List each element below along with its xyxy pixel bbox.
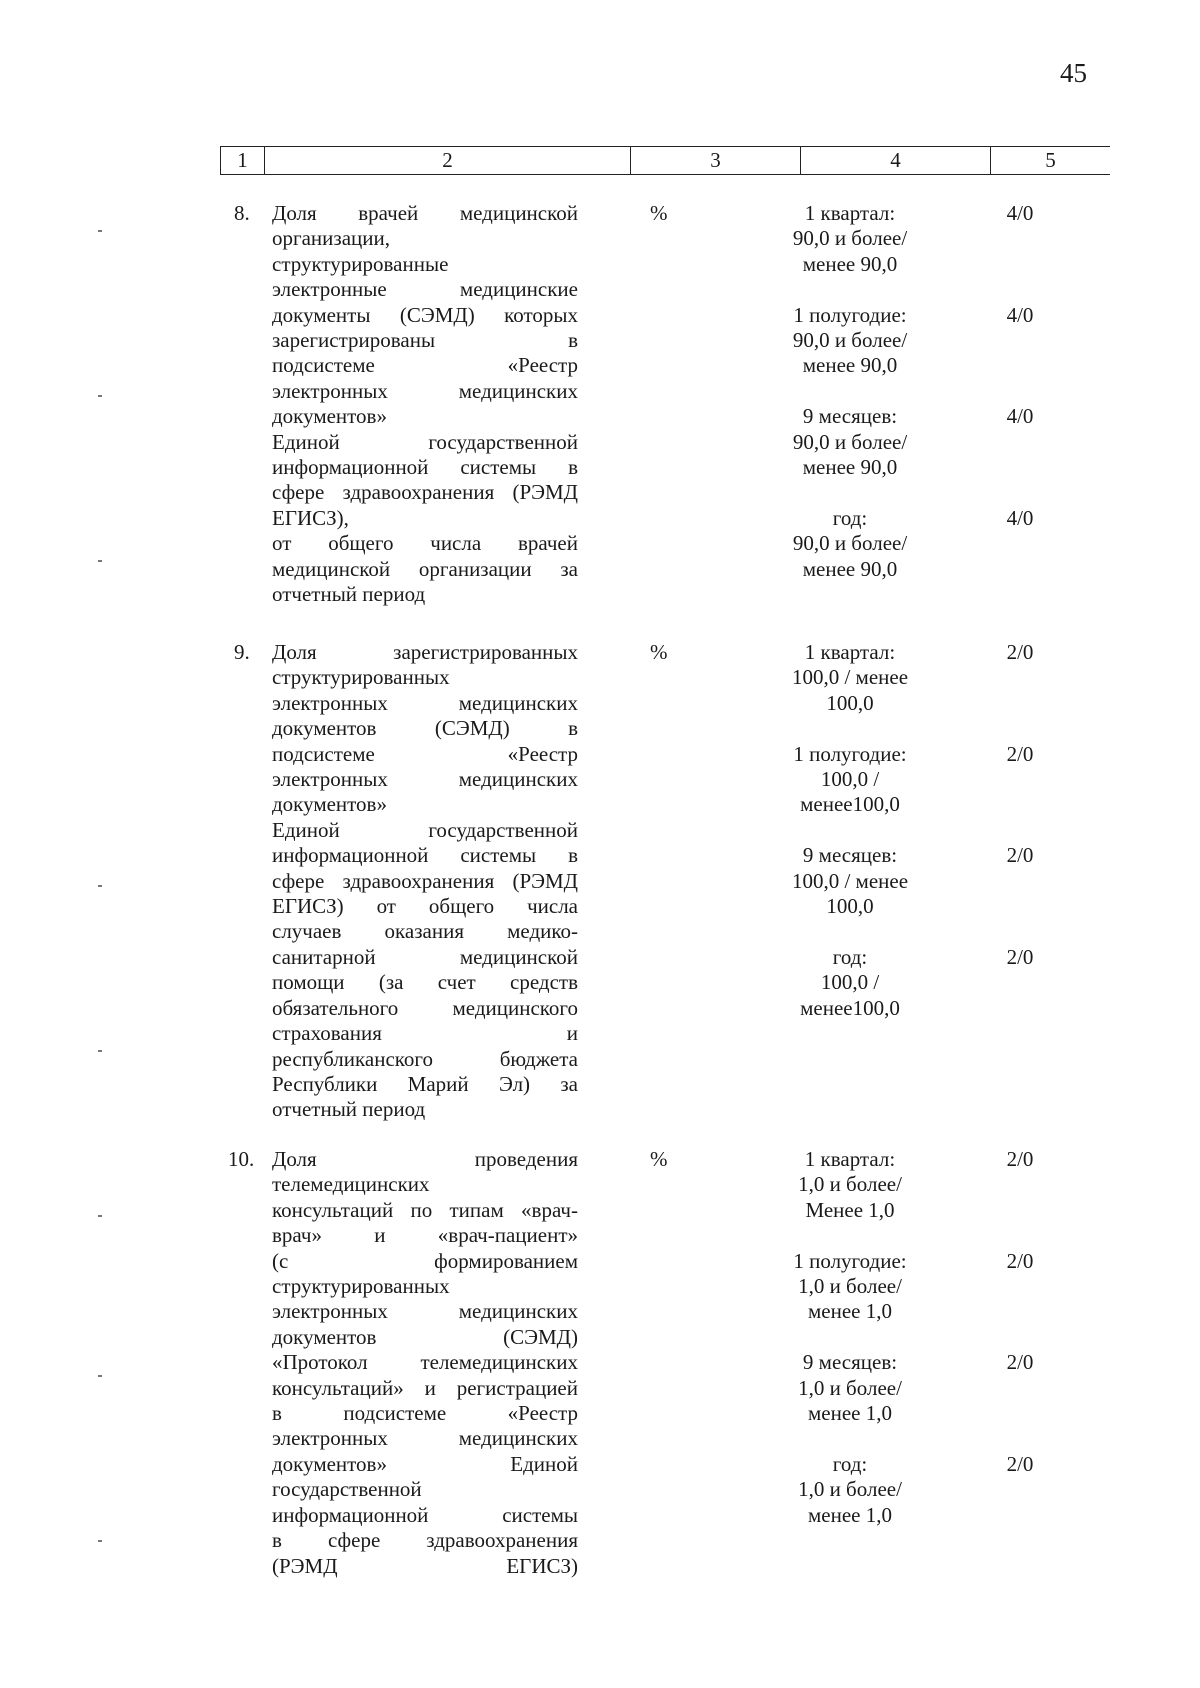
period-target-line: 1 полугодие: — [793, 1248, 907, 1273]
description-line: страхования и — [272, 1021, 578, 1046]
period-target-line: менее100,0 — [800, 792, 900, 817]
indicator-description — [272, 201, 578, 608]
description-line: Доля зарегистрированных — [272, 640, 578, 664]
description-line: электронные медицинские — [272, 277, 578, 302]
period-target — [760, 742, 940, 818]
column-header-4: 4 — [800, 147, 990, 174]
period-target — [760, 1147, 940, 1223]
period-target — [760, 303, 940, 379]
description-line: документов» — [272, 792, 387, 817]
description-line: подсистеме «Реестр — [272, 741, 578, 766]
period-target — [760, 640, 940, 716]
period-target-line: 1,0 и более/ — [798, 1172, 902, 1197]
row-number: 8. — [234, 201, 250, 225]
unit-of-measure: % — [650, 201, 668, 225]
period-target-line: менее 1,0 — [808, 1401, 892, 1425]
period-target-line: 100,0 — [826, 690, 874, 715]
period-target-line: менее 90,0 — [802, 353, 898, 378]
description-line: документы (СЭМД) которых — [272, 302, 578, 327]
period-target — [760, 201, 940, 277]
row-number: 10. — [228, 1147, 255, 1171]
description-line: Единой государственной — [272, 429, 578, 454]
description-line: электронных медицинских — [272, 690, 578, 715]
period-target-line: 1,0 и более/ — [798, 1274, 902, 1298]
period-target-line: год: — [832, 1451, 868, 1476]
row-number: 9. — [234, 640, 250, 664]
description-line: подсистеме «Реестр — [272, 353, 578, 378]
description-line: обязательного медицинского — [272, 995, 578, 1020]
description-line: телемедицинских — [272, 1172, 430, 1197]
period-target-line: 9 месяцев: — [802, 404, 898, 429]
period-target-line: 1 квартал: — [804, 640, 896, 664]
description-line: документов» Единой — [272, 1451, 578, 1476]
description-line: информационной системы — [272, 1502, 578, 1527]
description-line: сфере здравоохранения (РЭМД — [272, 480, 578, 505]
scan-mark — [98, 1375, 102, 1377]
score: 4/0 — [1006, 404, 1034, 429]
period-target-line: менее 90,0 — [802, 251, 898, 276]
period-target — [760, 1452, 940, 1528]
description-line: электронных медицинских — [272, 1299, 578, 1324]
score: 2/0 — [1006, 1350, 1034, 1375]
period-target-line: 90,0 и более/ — [792, 226, 908, 251]
scan-mark — [98, 1540, 102, 1542]
period-target-line: 90,0 и более/ — [792, 429, 908, 454]
period-target-line: год: — [832, 944, 868, 969]
description-line: от общего числа врачей — [272, 531, 578, 556]
unit-of-measure: % — [650, 1147, 668, 1171]
description-line: случаев оказания медико- — [272, 919, 578, 944]
scan-mark — [98, 1050, 102, 1052]
description-line: в сфере здравоохранения — [272, 1528, 578, 1553]
period-target-line: 100,0 — [826, 894, 874, 918]
score: 4/0 — [1006, 302, 1034, 327]
description-line: «Протокол телемедицинских — [272, 1350, 578, 1375]
description-line: электронных медицинских — [272, 767, 578, 792]
scan-mark — [98, 230, 102, 232]
description-line: врач» и «врач-пациент» — [272, 1223, 578, 1248]
score: 4/0 — [1006, 505, 1034, 530]
period-target — [760, 404, 940, 480]
unit-of-measure: % — [650, 640, 668, 664]
description-line: документов» — [272, 404, 387, 429]
period-target-line: 100,0 / — [820, 767, 880, 791]
period-target-line: 100,0 / менее — [791, 665, 909, 690]
indicator-description — [272, 1147, 578, 1579]
description-line: консультаций» и регистрацией — [272, 1375, 578, 1400]
period-target — [760, 945, 940, 1021]
period-target — [760, 843, 940, 919]
period-target-line: 1 квартал: — [804, 201, 896, 225]
page-number: 45 — [1060, 58, 1087, 88]
period-target-line: менее 1,0 — [808, 1299, 892, 1324]
score: 2/0 — [1006, 1147, 1034, 1171]
period-target-line: Менее 1,0 — [805, 1197, 895, 1222]
description-line: зарегистрированы в — [272, 328, 578, 353]
column-header-5: 5 — [990, 147, 1110, 174]
scan-mark — [98, 1215, 102, 1217]
period-target — [760, 1350, 940, 1426]
description-line: помощи (за счет средств — [272, 970, 578, 995]
description-line: ЕГИСЗ) от общего числа — [272, 894, 578, 919]
description-line: (РЭМД ЕГИСЗ) — [272, 1553, 578, 1578]
description-line: информационной системы в — [272, 843, 578, 868]
score: 2/0 — [1006, 640, 1034, 664]
table-column-header — [220, 146, 1110, 175]
description-line: документов (СЭМД) в — [272, 716, 578, 741]
column-header-2: 2 — [264, 147, 630, 174]
description-line: сфере здравоохранения (РЭМД — [272, 868, 578, 893]
description-line: санитарной медицинской — [272, 944, 578, 969]
description-line: республиканского бюджета — [272, 1046, 578, 1071]
description-line: ЕГИСЗ), — [272, 505, 349, 530]
description-line: структурированные — [272, 251, 449, 276]
description-line: отчетный период — [272, 1097, 426, 1122]
period-target-line: менее 1,0 — [808, 1502, 892, 1527]
score: 2/0 — [1006, 741, 1034, 766]
description-line: в подсистеме «Реестр — [272, 1401, 578, 1426]
description-line: информационной системы в — [272, 455, 578, 480]
score: 2/0 — [1006, 843, 1034, 868]
score: 2/0 — [1006, 1451, 1034, 1476]
period-target-line: 90,0 и более/ — [792, 531, 908, 556]
description-line: Единой государственной — [272, 817, 578, 842]
period-target-line: менее100,0 — [800, 995, 900, 1020]
score: 2/0 — [1006, 1248, 1034, 1273]
period-target — [760, 506, 940, 582]
period-target-line: 100,0 / менее — [791, 868, 909, 893]
description-line: электронных медицинских — [272, 378, 578, 403]
column-header-1: 1 — [220, 147, 264, 174]
period-target-line: 1 квартал: — [804, 1147, 896, 1171]
description-line: Доля врачей медицинской — [272, 201, 578, 225]
description-line: Доля проведения — [272, 1147, 578, 1171]
description-line: отчетный период — [272, 582, 426, 607]
column-header-3: 3 — [630, 147, 800, 174]
description-line: структурированных — [272, 665, 450, 690]
description-line: государственной — [272, 1477, 422, 1502]
period-target-line: 9 месяцев: — [802, 1350, 898, 1375]
description-line: (с формированием — [272, 1248, 578, 1273]
description-line: документов (СЭМД) — [272, 1324, 578, 1349]
description-line: организации, — [272, 226, 390, 251]
period-target-line: менее 90,0 — [802, 556, 898, 581]
score: 2/0 — [1006, 944, 1034, 969]
period-target-line: менее 90,0 — [802, 455, 898, 479]
period-target-line: 1 полугодие: — [793, 302, 907, 327]
score: 4/0 — [1006, 201, 1034, 225]
description-line: Республики Марий Эл) за — [272, 1071, 578, 1096]
indicator-description — [272, 640, 578, 1123]
description-line: структурированных — [272, 1274, 450, 1299]
scan-mark — [98, 560, 102, 562]
period-target-line: 1 полугодие: — [793, 741, 907, 766]
scan-mark — [98, 885, 102, 887]
period-target-line: 1,0 и более/ — [798, 1477, 902, 1502]
period-target-line: 9 месяцев: — [802, 843, 898, 868]
period-target-line: год: — [832, 505, 868, 530]
period-target — [760, 1249, 940, 1325]
description-line: медицинской организации за — [272, 556, 578, 581]
period-target-line: 100,0 / — [820, 970, 880, 995]
scan-mark — [98, 395, 102, 397]
description-line: электронных медицинских — [272, 1426, 578, 1451]
period-target-line: 1,0 и более/ — [798, 1375, 902, 1400]
period-target-line: 90,0 и более/ — [792, 328, 908, 352]
description-line: консультаций по типам «врач- — [272, 1197, 578, 1222]
